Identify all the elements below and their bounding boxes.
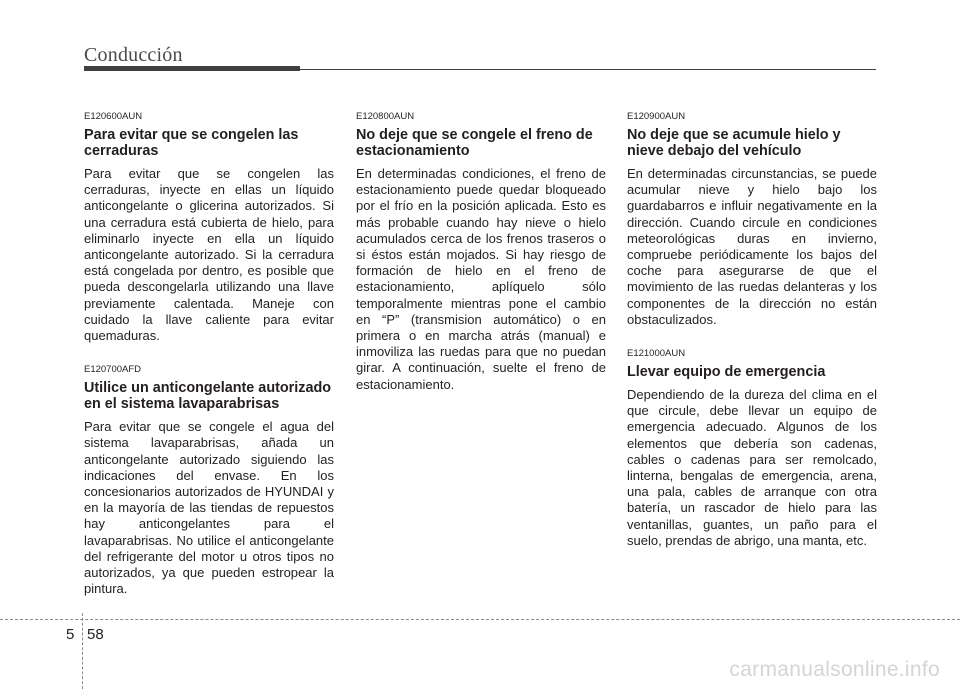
section-code: E120800AUN (356, 111, 415, 122)
column-right (627, 111, 877, 549)
section-heading: No deje que se acumule hielo y nieve debajo del vehículo (627, 127, 841, 159)
section-heading: No deje que se congele el freno de estacionamiento (356, 127, 593, 159)
section-heading: Para evitar que se congelen las cerraduras (84, 127, 299, 159)
section-heading: Utilice un anticongelante autorizado en el sistema lavaparabrisas (84, 380, 332, 413)
page-header-title: Conducción (84, 44, 183, 66)
section-code: E121000AUN (627, 348, 686, 360)
section-body: Para evitar que se congele el agua del sistema lavaparabrisas, añada un anticongelante autorizado siguiendo las indicaciones del envase. En los concesionarios autorizados de HYUNDAI y en la mayoría de las tiendas de repuestos hay anticongelantes para el lavaparabrisas. No utilice el anticongelante del refrigerante del motor u otros tipos no autorizados, ya que pueden estropear la pintura. (84, 419, 334, 597)
section-body: En determinadas circunstancias, se puede acumular nieve y hielo bajo los guardabarros e influir negativamente en la dirección. Cuando circule en condiciones meteorológicas duras en invierno, compruebe periódicamente los bajos del coche para asegurarse de que el movimiento de las ruedas delanteras y los componentes de la dirección no están obstaculizados. (627, 166, 877, 327)
section-body: Dependiendo de la dureza del clima en el que circule, debe llevar un equipo de emergencia adecuado. Algunos de los elementos que debería son cadenas, cables o cadenas para ser remolcado, linterna, bengalas de emergencia, arena, una pala, cables de arranque con otra batería, un rascador de hielo para las ventanillas, guantes, un paño para el suelo, prendas de abrigo, una manta, etc. (627, 387, 877, 548)
section-heading: Llevar equipo de emergencia (627, 364, 826, 381)
header-rule-thick (84, 66, 300, 71)
footer-vertical-divider (82, 613, 83, 689)
page-number: 58 (87, 626, 104, 643)
section-body: Para evitar que se congelen las cerraduras, inyecte en ellas un líquido anticongelante o glicerina autorizados. Si una cerradura está cubierta de hielo, para eliminarlo inyecte en ella un líquido anticongelante autorizado. Si la cerradura está congelada por dentro, es posible que pueda descongelarla utilizando una llave previamente calentada. Maneje con cuidado la llave caliente para evitar quemaduras. (84, 166, 334, 344)
section-code: E120900AUN (627, 111, 686, 122)
column-left (84, 111, 334, 597)
header-rule-thin (300, 69, 876, 70)
section-code: E120600AUN (84, 111, 143, 122)
column-middle (356, 111, 606, 393)
section-body: En determinadas condiciones, el freno de estacionamiento puede quedar bloqueado por el frío en la posición aplicada. Esto es más probable cuando hay nieve o hielo acumulados cerca de los frenos traseros o si éstos están mojados. Si hay riesgo de formación de hielo en el freno de estacionamiento, aplíquelo sólo temporalmente mientras pone el cambio en “P” (transmision automático) o en primera o en marcha atrás (manual) e inmoviliza las ruedas para que no puedan girar. A continuación, suelte el freno de estacionamiento. (356, 166, 606, 392)
footer-divider (0, 619, 960, 620)
watermark: carmanualsonline.info (729, 658, 940, 681)
chapter-number: 5 (66, 626, 75, 643)
section-code: E120700AFD (84, 364, 142, 376)
